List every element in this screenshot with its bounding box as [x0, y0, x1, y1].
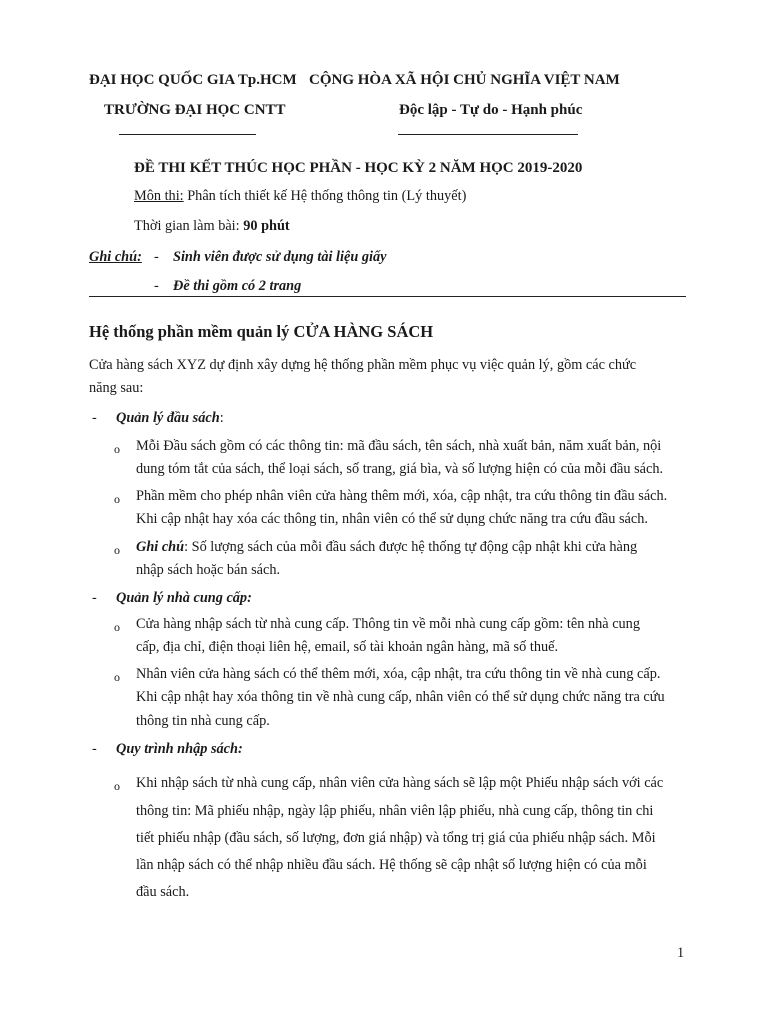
section-dash: -: [92, 590, 97, 606]
list-item-line: nhập sách hoặc bán sách.: [136, 562, 281, 578]
list-item-line: Phần mềm cho phép nhân viên cửa hàng thêm mới, xóa, cập nhật, tra cứu thông tin đầu sách.: [136, 488, 668, 504]
list-bullet: o: [114, 670, 120, 684]
note-label: Ghi chú:: [89, 249, 142, 265]
subject-value: Phân tích thiết kế Hệ thống thông tin (Lý thuyết): [183, 188, 467, 204]
header-divider: [89, 296, 686, 297]
section-title-supplier-management: Quản lý nhà cung cấp:: [116, 590, 252, 606]
subject-line: [134, 188, 466, 205]
list-item-line: tiết phiếu nhập (đầu sách, số lượng, đơn giá nhập) và tổng trị giá của phiếu nhập sách. Mỗi: [136, 830, 656, 846]
country-name: CỘNG HÒA XÃ HỘI CHỦ NGHĨA VIỆT NAM: [309, 72, 620, 88]
left-header-rule: [119, 134, 256, 135]
list-item-line: Nhân viên cửa hàng sách có thể thêm mới, xóa, cập nhật, tra cứu thông tin về nhà cung cấp.: [136, 666, 661, 682]
list-item-line: thông tin nhà cung cấp.: [136, 713, 270, 729]
list-bullet: o: [114, 543, 120, 557]
list-item-line: Ghi chú: Số lượng sách của mỗi đầu sách được hệ thống tự động cập nhật khi cửa hàng: [136, 539, 638, 555]
section-title-book-management: Quản lý đầu sách:: [116, 410, 224, 426]
note-item-2: Đề thi gồm có 2 trang: [173, 278, 302, 294]
list-bullet: o: [114, 492, 120, 506]
section-heading: Hệ thống phần mềm quản lý CỬA HÀNG SÁCH: [89, 322, 434, 341]
list-item-line: thông tin: Mã phiếu nhập, ngày lập phiếu, nhân viên lập phiếu, nhà cung cấp, thông tin chi: [136, 803, 654, 819]
faculty-name: TRƯỜNG ĐẠI HỌC CNTT: [104, 102, 286, 118]
time-value: 90 phút: [243, 218, 290, 234]
list-item-line: Mỗi Đầu sách gồm có các thông tin: mã đầu sách, tên sách, nhà xuất bản, năm xuất bản, nội: [136, 438, 662, 454]
list-item-line: Khi cập nhật hay xóa thông tin về nhà cung cấp, nhân viên có thể sử dụng chức năng tra cứu: [136, 689, 665, 705]
note-dash-1: -: [154, 249, 159, 265]
intro-line-1: Cửa hàng sách XYZ dự định xây dựng hệ thống phần mềm phục vụ việc quản lý, gồm các chức: [89, 357, 637, 373]
list-item-line: Khi cập nhật hay xóa các thông tin, nhân viên có thể sử dụng chức năng tra cứu đầu sách.: [136, 511, 648, 527]
list-item-line: dung tóm tắt của sách, thể loại sách, số trang, giá bìa, và số lượng hiện có của mỗi đầu sách.: [136, 461, 664, 477]
section-dash: -: [92, 741, 97, 757]
list-bullet: o: [114, 442, 120, 456]
university-name: ĐẠI HỌC QUỐC GIA Tp.HCM: [89, 72, 297, 88]
time-line: [134, 218, 290, 235]
list-bullet: o: [114, 779, 120, 793]
list-item-line: Cửa hàng nhập sách từ nhà cung cấp. Thông tin về mỗi nhà cung cấp gồm: tên nhà cung: [136, 616, 640, 632]
list-item-line: cấp, địa chỉ, điện thoại liên hệ, email, số tài khoản ngân hàng, mã số thuế.: [136, 639, 559, 655]
list-item-line: Khi nhập sách từ nhà cung cấp, nhân viên cửa hàng sách sẽ lập một Phiếu nhập sách với các: [136, 775, 664, 791]
intro-line-2: năng sau:: [89, 380, 144, 396]
list-item-line: lần nhập sách có thể nhập nhiều đầu sách. Hệ thống sẽ cập nhật số lượng hiện có của mỗi: [136, 857, 647, 873]
time-label: Thời gian làm bài:: [134, 218, 244, 234]
page-number: 1: [677, 945, 685, 961]
list-bullet: o: [114, 620, 120, 634]
list-item-line: đầu sách.: [136, 884, 190, 900]
section-dash: -: [92, 410, 97, 426]
national-motto: Độc lập - Tự do - Hạnh phúc: [399, 102, 583, 118]
note-item-1: Sinh viên được sử dụng tài liệu giấy: [173, 249, 387, 265]
right-header-rule: [398, 134, 578, 135]
section-title-import-process: Quy trình nhập sách:: [116, 741, 243, 757]
exam-title: ĐỀ THI KẾT THÚC HỌC PHẦN - HỌC KỲ 2 NĂM HỌC 2019-2020: [134, 160, 583, 176]
note-dash-2: -: [154, 278, 159, 294]
subject-label: Môn thi:: [134, 188, 184, 204]
